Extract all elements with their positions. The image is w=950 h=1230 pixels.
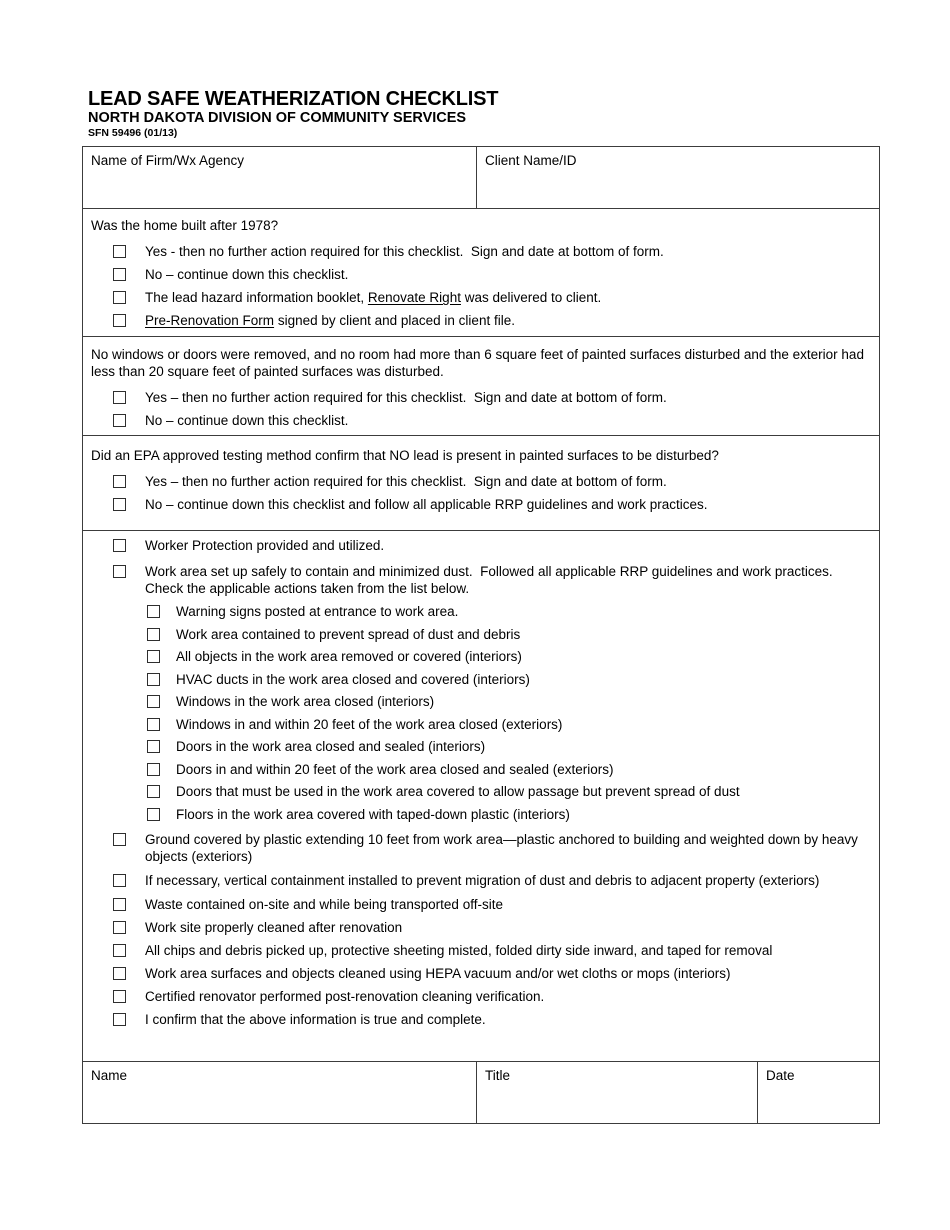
checkbox-label: Doors that must be used in the work area covered to allow passage but prevent spread of dust <box>176 784 740 799</box>
checkbox-label: I confirm that the above information is true and complete. <box>145 1011 486 1027</box>
checkbox-label: No – continue down this checklist and follow all applicable RRP guidelines and work practices. <box>145 497 708 512</box>
checkbox-item <box>83 761 879 778</box>
checkbox-item <box>83 537 879 554</box>
checkbox-confirmation[interactable] <box>113 1013 126 1026</box>
checkbox-no-removal-no[interactable] <box>113 414 126 427</box>
checkbox-floors-covered-plastic[interactable] <box>147 808 160 821</box>
checklist-form-table <box>82 146 880 1124</box>
checkbox-label: All objects in the work area removed or covered (interiors) <box>176 649 522 664</box>
checkbox-doors-sealed-interiors[interactable] <box>147 740 160 753</box>
checkbox-item <box>83 988 879 1005</box>
checkbox-label: If necessary, vertical containment installed to prevent migration of dust and debris to adjacent property (exteriors) <box>145 872 820 888</box>
checkbox-item <box>83 831 879 865</box>
checkbox-item <box>83 965 879 982</box>
checkbox-label: No – continue down this checklist. <box>145 413 349 428</box>
checkbox-epa-test-yes[interactable] <box>113 475 126 488</box>
checkbox-pre-renovation-form-signed[interactable] <box>113 314 126 327</box>
signature-date-field[interactable] <box>758 1062 879 1123</box>
checkbox-vertical-containment[interactable] <box>113 874 126 887</box>
section-question: Did an EPA approved testing method confirm that NO lead is present in painted surfaces to be disturbed? <box>91 448 719 463</box>
signature-name-field[interactable] <box>83 1062 477 1123</box>
section-work-practices <box>83 530 879 1061</box>
checkbox-label: Work area surfaces and objects cleaned using HEPA vacuum and/or wet cloths or mops (interiors) <box>145 965 731 981</box>
checkbox-item <box>83 289 879 306</box>
checkbox-label: Certified renovator performed post-renovation cleaning verification. <box>145 988 545 1004</box>
firm-agency-label: Name of Firm/Wx Agency <box>91 153 245 168</box>
checkbox-label: No – continue down this checklist. <box>145 267 349 282</box>
checkbox-item <box>83 806 879 823</box>
agency-client-row <box>83 147 879 208</box>
signature-row <box>83 1061 879 1123</box>
checkbox-item <box>83 872 879 889</box>
checkbox-label: Yes – then no further action required for this checklist. Sign and date at bottom of form. <box>145 474 667 489</box>
signature-title-field[interactable] <box>477 1062 758 1123</box>
checkbox-label: All chips and debris picked up, protective sheeting misted, folded dirty side inward, and taped for removal <box>145 942 773 958</box>
checkbox-label: Yes – then no further action required for this checklist. Sign and date at bottom of form. <box>145 390 667 405</box>
checkbox-item <box>83 942 879 959</box>
signature-name-label: Name <box>91 1068 128 1083</box>
checkbox-item <box>83 626 879 643</box>
checkbox-renovate-right-delivered[interactable] <box>113 291 126 304</box>
checkbox-label: Work area set up safely to contain and minimized dust. Followed all applicable RRP guidelines and work practices. Check the applicable actions taken from the list below. <box>145 564 841 596</box>
checkbox-windows-closed-exteriors[interactable] <box>147 718 160 731</box>
checkbox-label: Doors in the work area closed and sealed (interiors) <box>176 739 486 754</box>
checkbox-epa-test-no[interactable] <box>113 498 126 511</box>
checkbox-item <box>83 312 879 329</box>
checkbox-site-cleaned[interactable] <box>113 921 126 934</box>
checkbox-label: Waste contained on-site and while being transported off-site <box>145 896 503 912</box>
checkbox-label: Windows in the work area closed (interiors) <box>176 694 435 709</box>
checkbox-item <box>83 496 879 513</box>
checkbox-label: Work area contained to prevent spread of dust and debris <box>176 626 521 642</box>
checkbox-item <box>83 716 879 733</box>
checkbox-label: Warning signs posted at entrance to work area. <box>176 604 459 619</box>
checkbox-no-removal-yes[interactable] <box>113 391 126 404</box>
checkbox-item <box>83 693 879 710</box>
work-area-actions-sublist <box>83 603 879 823</box>
checkbox-item <box>83 266 879 283</box>
checkbox-label: Doors in and within 20 feet of the work area closed and sealed (exteriors) <box>176 761 614 777</box>
checkbox-work-area-setup[interactable] <box>113 565 126 578</box>
section-question: No windows or doors were removed, and no room had more than 6 square feet of painted surfaces disturbed and the exterior had less than 20 square feet of painted surfaces was disturbed. <box>91 347 868 379</box>
checkbox-hepa-cleaned[interactable] <box>113 967 126 980</box>
checkbox-item <box>83 738 879 755</box>
section-question: Was the home built after 1978? <box>91 218 279 233</box>
signature-date-label: Date <box>766 1068 795 1083</box>
form-header <box>88 89 498 140</box>
checkbox-item <box>83 473 879 490</box>
checkbox-doors-sealed-exteriors[interactable] <box>147 763 160 776</box>
checkbox-cleaning-verification[interactable] <box>113 990 126 1003</box>
checkbox-item <box>83 896 879 913</box>
checkbox-item <box>83 563 879 597</box>
checkbox-label: Ground covered by plastic extending 10 feet from work area—plastic anchored to building and weighted down by heavy objects (exteriors) <box>145 831 862 864</box>
section-epa-testing <box>83 435 879 530</box>
checkbox-chips-debris-removed[interactable] <box>113 944 126 957</box>
page-title: LEAD SAFE WEATHERIZATION CHECKLIST <box>88 88 499 110</box>
label-text: signed by client and placed in client file. <box>274 313 515 328</box>
checkbox-label: Yes - then no further action required for this checklist. Sign and date at bottom of form. <box>145 244 664 259</box>
checkbox-work-area-contained[interactable] <box>147 628 160 641</box>
checkbox-item <box>83 1011 879 1028</box>
checkbox-item <box>83 919 879 936</box>
section-no-windows-doors-removed <box>83 336 879 435</box>
firm-agency-field[interactable] <box>83 147 477 208</box>
label-text: The lead hazard information booklet, <box>145 290 368 305</box>
checkbox-item <box>83 648 879 665</box>
signature-title-label: Title <box>485 1068 511 1083</box>
checkbox-item <box>83 783 879 800</box>
checkbox-hvac-ducts-closed[interactable] <box>147 673 160 686</box>
checkbox-label <box>145 289 879 306</box>
checkbox-windows-closed-interiors[interactable] <box>147 695 160 708</box>
checkbox-item <box>83 389 879 406</box>
checkbox-built-after-1978-yes[interactable] <box>113 245 126 258</box>
checkbox-label: Floors in the work area covered with taped-down plastic (interiors) <box>176 806 570 822</box>
checkbox-item <box>83 243 879 260</box>
checkbox-worker-protection[interactable] <box>113 539 126 552</box>
checkbox-label: Windows in and within 20 feet of the work area closed (exteriors) <box>176 716 563 732</box>
checkbox-label: Worker Protection provided and utilized. <box>145 538 385 553</box>
checkbox-item <box>83 671 879 688</box>
checkbox-item <box>83 603 879 620</box>
checkbox-waste-contained[interactable] <box>113 898 126 911</box>
label-underlined-text: Pre-Renovation Form <box>145 313 275 328</box>
checkbox-ground-covered[interactable] <box>113 833 126 846</box>
checkbox-objects-removed-covered[interactable] <box>147 650 160 663</box>
section-built-after-1978 <box>83 208 879 336</box>
checkbox-label <box>145 312 879 329</box>
label-text: was delivered to client. <box>460 290 602 305</box>
checkbox-item <box>83 412 879 429</box>
page-subtitle: NORTH DAKOTA DIVISION OF COMMUNITY SERVICES <box>88 110 467 126</box>
label-underlined-text: Renovate Right <box>367 290 461 305</box>
checkbox-built-after-1978-no[interactable] <box>113 268 126 281</box>
checkbox-doors-passage-covered[interactable] <box>147 785 160 798</box>
checkbox-label: HVAC ducts in the work area closed and covered (interiors) <box>176 671 530 687</box>
checkbox-warning-signs[interactable] <box>147 605 160 618</box>
client-name-label: Client Name/ID <box>485 153 577 168</box>
form-number: SFN 59496 (01/13) <box>88 127 178 139</box>
checkbox-label: Work site properly cleaned after renovation <box>145 919 403 935</box>
client-name-field[interactable] <box>477 147 879 208</box>
